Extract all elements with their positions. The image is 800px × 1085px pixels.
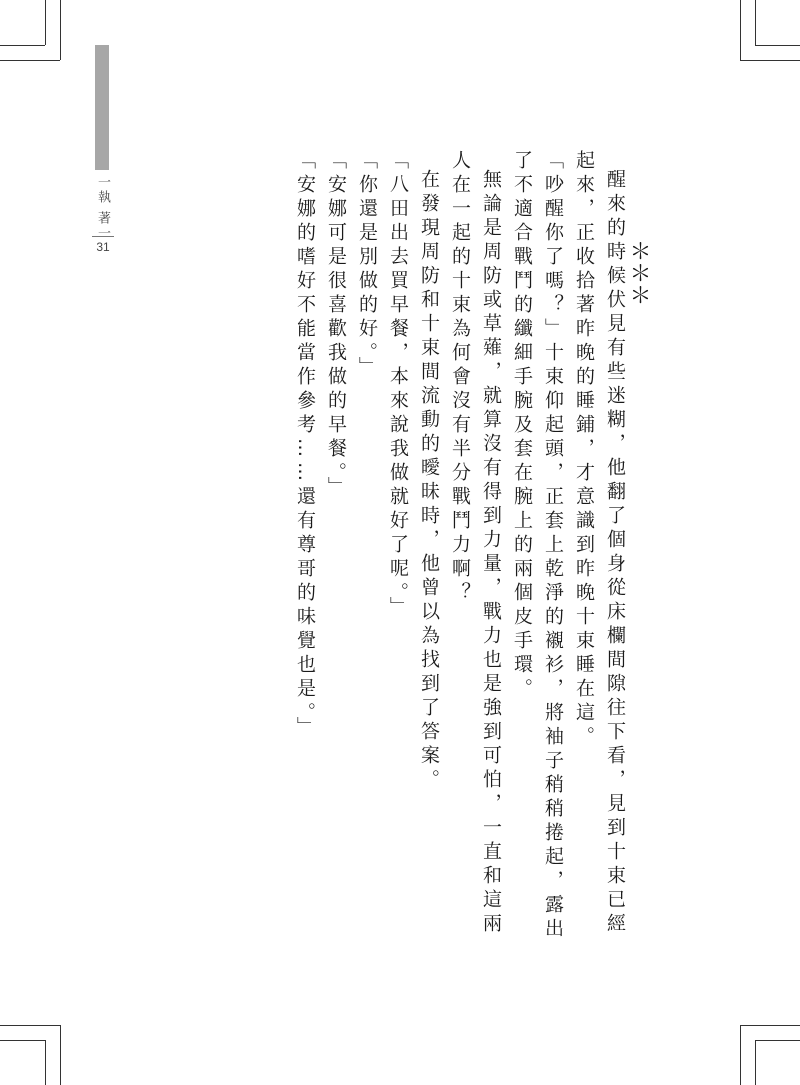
section-break: ＊＊＊ [626,240,651,306]
crop-mark [0,1040,45,1041]
paragraph: 在發現周防和十束間流動的曖昧時，他曾以為找到了答案。 [418,169,440,793]
header-bar [95,45,109,170]
crop-mark [45,0,46,45]
crop-mark [740,60,800,61]
crop-mark [755,1040,800,1041]
crop-mark [60,0,61,60]
crop-mark [740,1025,800,1026]
crop-mark [755,45,800,46]
paragraph: 無論是周防或草薙，就算沒有得到力量，戰力也是強到可怕，一直和這兩人在一起的十束為何會沒有半分戰鬥力啊？ [449,150,502,937]
body-text [289,150,630,950]
crop-mark [740,1025,741,1085]
paragraph: 「你還是別做的好。」 [356,150,378,381]
crop-mark [740,0,741,60]
crop-mark [755,0,756,45]
crop-mark [0,60,60,61]
crop-mark [0,1025,60,1026]
paragraph: 「吵醒你了嗎？」十束仰起頭，正套上乾淨的襯衫，將袖子稍稍捲起，露出了不適合戰鬥的纖細手腕及套在腕上的兩個皮手環。 [511,150,564,942]
paragraph: 「安娜的嗜好不能當作參考……還有尊哥的味覺也是。」 [294,150,316,741]
running-title: 一執 著一 [95,175,110,242]
paragraph: 醒來的時候伏見有些迷糊，他翻了個身從床欄間隙往下看，見到十束已經起來，正收拾著昨晚的睡鋪，才意識到昨晚十束睡在這。 [573,150,626,937]
crop-mark [60,1025,61,1085]
crop-mark [755,1040,756,1085]
crop-mark [45,1040,46,1085]
crop-mark [0,45,45,46]
paragraph: 「安娜可是很喜歡我做的早餐。」 [325,150,347,501]
paragraph: 「八田出去買早餐，本來說我做就好了呢。」 [387,150,409,621]
page-number: 31 [92,236,114,254]
